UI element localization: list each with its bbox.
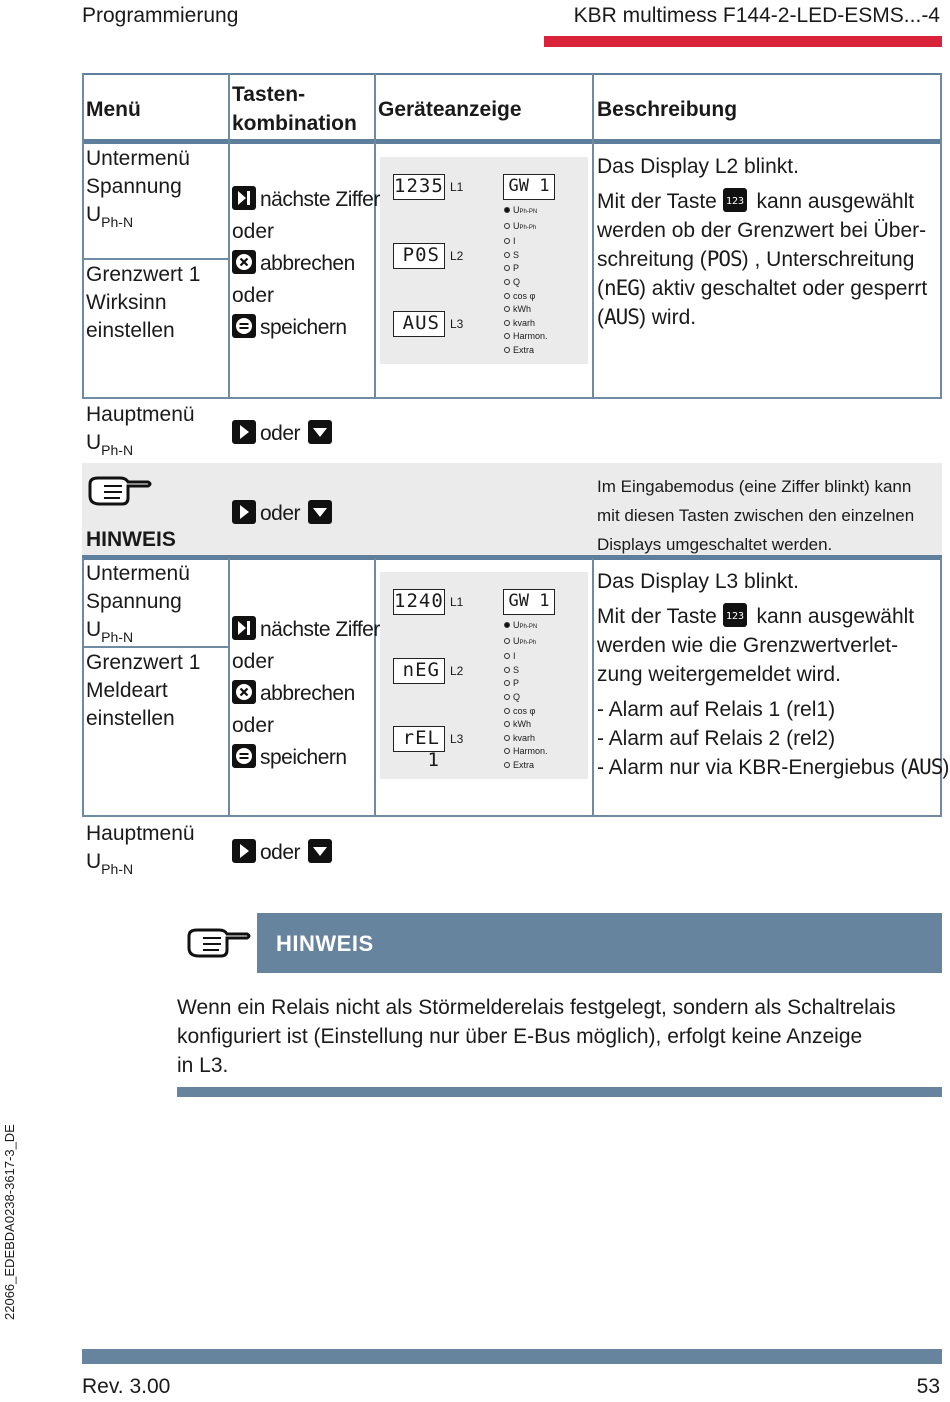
section-title: Programmierung <box>82 4 239 27</box>
main-menu-2-label: Hauptmenü <box>86 822 195 845</box>
display-l3-value: rEL 1 <box>393 726 445 752</box>
cancel-key-icon <box>232 680 256 704</box>
note-text-1: Wenn ein Relais nicht als Störmelderelais festgelegt, sondern als Schaltrelais <box>177 996 896 1019</box>
hint-keys <box>232 500 336 528</box>
right-arrow-key-icon <box>232 839 256 863</box>
hint-text-3: Displays umgeschaltet werden. <box>597 535 833 554</box>
row2-desc-6: - Alarm auf Relais 2 (rel2) <box>597 727 836 750</box>
row2-key-next-label: nächste Ziffer <box>260 618 380 641</box>
row2-bottom-border <box>82 815 942 817</box>
row2-menu-split <box>82 646 228 648</box>
col-header-menu: Menü <box>86 98 141 121</box>
row1-submenu-line1: Untermenü <box>86 147 190 170</box>
right-arrow-key-icon <box>232 500 256 524</box>
col-header-keys-1: Tasten- <box>232 83 306 106</box>
main-menu-2 <box>86 820 195 877</box>
digit-key-icon <box>723 188 747 212</box>
row2-col-divider-1 <box>228 558 230 816</box>
display-l3-label: L3 <box>450 317 464 331</box>
row1-keys <box>232 184 380 344</box>
row1-bottom-border <box>82 397 942 399</box>
display-l1-value: 1235 <box>393 174 445 200</box>
display-limit-indicator: GW 1 <box>503 589 555 615</box>
row1-key-save-label: speichern <box>260 316 347 339</box>
row2-submenu <box>86 560 190 645</box>
row1-limit-line2: Wirksinn <box>86 291 167 314</box>
page-number: 53 <box>916 1375 940 1398</box>
row1-menu-split <box>82 258 228 260</box>
table-left-border <box>82 73 84 398</box>
row2-limit-line2: Meldeart <box>86 679 168 702</box>
display-l1-label: L1 <box>450 180 464 194</box>
footer-bar <box>82 1349 942 1364</box>
col-divider-1 <box>228 73 230 398</box>
row1-or-1: oder <box>232 220 275 243</box>
svg-text:123: 123 <box>725 611 744 622</box>
row1-or-2: oder <box>232 284 275 307</box>
row2-top-border <box>82 555 942 560</box>
col-header-description: Beschreibung <box>597 98 738 121</box>
display-limit-indicator: GW 1 <box>503 174 555 200</box>
row2-desc-3: werden wie die Grenzwertverlet- <box>597 634 899 657</box>
header-accent-bar <box>544 36 942 47</box>
note-text-2: konfiguriert ist (Einstellung nur über E-Bus möglich), erfolgt keine Anzeige <box>177 1025 863 1048</box>
main-menu-1-u: $U_{Ph-N}$ <box>86 431 134 458</box>
row2-limit <box>86 649 200 733</box>
save-key-icon <box>232 314 256 338</box>
row2-desc-1: Das Display L3 blinkt. <box>597 570 799 593</box>
row2-left-border <box>82 558 84 816</box>
row1-submenu-line2: Spannung <box>86 175 182 198</box>
col-header-display: Geräteanzeige <box>378 98 522 121</box>
row2-submenu-line2: Spannung <box>86 590 182 613</box>
row2-key-save-label: speichern <box>260 746 347 769</box>
display-l1-value: 1240 <box>393 589 445 615</box>
row2-limit-line3: einstellen <box>86 707 175 730</box>
display-l1-label: L1 <box>450 595 464 609</box>
display-l3-value: AUS <box>393 311 445 337</box>
down-arrow-key-icon <box>308 420 332 444</box>
main-menu-2-keys <box>232 839 336 867</box>
led-list: UPh-PN UPh-Ph I S P Q cos φ kWh kvarh Harmon. Extra <box>504 619 548 773</box>
row2-or-1: oder <box>232 650 275 673</box>
row2-col-divider-3 <box>592 558 594 816</box>
row2-key-cancel-label: abbrechen <box>260 682 355 705</box>
row1-key-next-label: nächste Ziffer <box>260 188 380 211</box>
digit-key-icon <box>723 603 747 627</box>
row1-desc-1: Das Display L2 blinkt. <box>597 155 799 178</box>
row2-desc-4: zung weitergemeldet wird. <box>597 663 841 686</box>
row1-submenu-u: $U_{Ph-N}$ <box>86 203 134 230</box>
pointing-hand-icon <box>86 474 154 513</box>
down-arrow-key-icon <box>308 839 332 863</box>
hint-text-1: Im Eingabemodus (eine Ziffer blinkt) kann <box>597 477 912 496</box>
display-l2-value: P0S <box>393 243 445 269</box>
main-menu-2-or: oder <box>260 841 301 864</box>
note-bottom-bar <box>177 1087 942 1097</box>
main-menu-2-u: $U_{Ph-N}$ <box>86 850 134 877</box>
hint-or: oder <box>260 502 301 525</box>
row1-key-cancel-label: abbrechen <box>260 252 355 275</box>
col-header-keys-2: kombination <box>232 112 357 135</box>
table-top-border <box>82 73 942 75</box>
row2-or-2: oder <box>232 714 275 737</box>
cancel-key-icon <box>232 250 256 274</box>
hint-label: HINWEIS <box>86 528 176 551</box>
row1-limit <box>86 261 200 345</box>
note-title: HINWEIS <box>276 931 374 956</box>
main-menu-1-keys <box>232 420 336 448</box>
main-menu-1 <box>86 401 195 458</box>
row2-submenu-u: $U_{Ph-N}$ <box>86 618 134 645</box>
main-menu-1-label: Hauptmenü <box>86 403 195 426</box>
row1-limit-line3: einstellen <box>86 319 175 342</box>
row2-description: Das Display L3 blinkt. Mit der Taste 123 kann ausgewählt werden wie die Grenzwertverlet- zung weitergemeldet wird. - Alarm auf Relais 1 (rel1) - Alarm auf Relais 2 (rel2) - Alarm nur via KBR-Energiebus (AUS) <box>597 567 949 782</box>
row2-limit-line1: Grenzwert 1 <box>86 651 201 674</box>
device-title: KBR multimess F144-2-LED-ESMS...-4 <box>573 4 940 27</box>
hint-text-2: mit diesen Tasten zwischen den einzelnen <box>597 506 915 525</box>
row2-keys <box>232 614 380 774</box>
down-arrow-key-icon <box>308 500 332 524</box>
table-header-divider <box>82 139 942 144</box>
hint-text <box>597 472 914 559</box>
document-code: 22066_EDEBDA0238-3617-3_DE <box>2 1124 17 1320</box>
pointing-hand-icon <box>185 926 253 965</box>
main-menu-1-or: oder <box>260 422 301 445</box>
row1-device-display <box>380 157 588 364</box>
col-divider-3 <box>592 73 594 398</box>
note-text-3: in L3. <box>177 1054 229 1077</box>
svg-text:123: 123 <box>725 196 744 207</box>
next-digit-key-icon <box>232 616 256 640</box>
row2-submenu-line1: Untermenü <box>86 562 190 585</box>
row1-desc-3: werden ob der Grenzwert bei Über- <box>597 219 927 242</box>
revision: Rev. 3.00 <box>82 1375 171 1398</box>
note-text <box>177 993 937 1080</box>
display-l2-value: nEG <box>393 658 445 684</box>
display-l2-label: L2 <box>450 664 464 678</box>
save-key-icon <box>232 744 256 768</box>
table-right-border <box>940 73 942 398</box>
row1-limit-line1: Grenzwert 1 <box>86 263 201 286</box>
row1-submenu <box>86 145 190 230</box>
row2-desc-5: - Alarm auf Relais 1 (rel1) <box>597 698 836 721</box>
display-l3-label: L3 <box>450 732 464 746</box>
display-l2-label: L2 <box>450 249 464 263</box>
next-digit-key-icon <box>232 186 256 210</box>
row2-device-display <box>380 572 588 779</box>
led-list: UPh-PN UPh-Ph I S P Q cos φ kWh kvarh Harmon. Extra <box>504 204 548 358</box>
row1-description: Das Display L2 blinkt. Mit der Taste 123 kann ausgewählt werden ob der Grenzwert bei Über- schreitung (POS) , Unterschreitung (nEG) aktiv geschaltet oder gesperrt (AUS) wird. <box>597 152 927 332</box>
right-arrow-key-icon <box>232 420 256 444</box>
